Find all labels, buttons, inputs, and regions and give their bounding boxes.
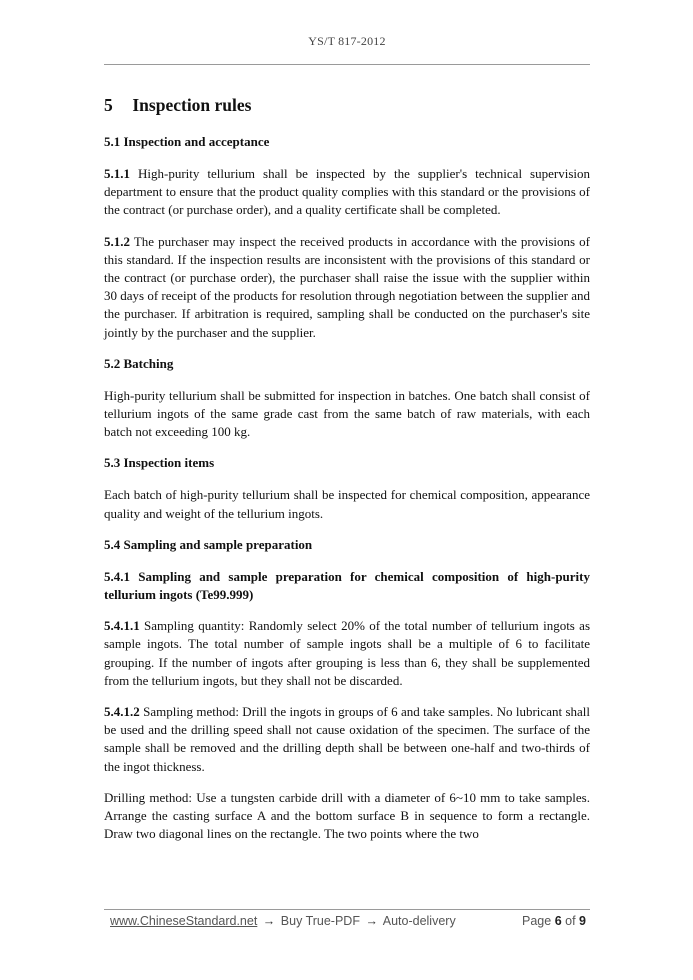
paragraph — [104, 789, 590, 844]
page-current: 6 — [554, 914, 562, 928]
section-number: 5 — [104, 95, 113, 115]
page-footer — [110, 914, 586, 930]
paragraph-text: Sampling method: Drill the ingots in groups of 6 and take samples. No lubricant shall be used and the drilling speed shall not cause oxidation of the specimen. The surface of the sample shall be removed and the drilling depth shall be between one-half and two-thirds of the ingot thickness. — [104, 704, 590, 774]
subsection-heading: 5.4.1 Sampling and sample preparation for chemical composition of high-purity tellurium ingots (Te99.999) — [104, 568, 590, 603]
paragraph — [104, 165, 590, 220]
subsection-heading: 5.1 Inspection and acceptance — [104, 134, 270, 149]
clause-number: 5.1.1 — [104, 166, 130, 181]
paragraph — [104, 387, 590, 442]
page-label: Page — [522, 914, 552, 928]
paragraph-text: The purchaser may inspect the received products in accordance with the provisions of this standard. If the inspection results are inconsistent with the provisions of this standard or the contract (or purchase order), the purchaser shall raise the issue with the supplier within 30 days of receipt of the products for resolution through negotiation between the supplier and the purchaser. If arbitration is required, sampling shall be conducted on the purchaser's site jointly by the purchaser and the supplier. — [104, 233, 590, 340]
paragraph — [104, 617, 590, 690]
header-doc-code: YS/T 817-2012 — [308, 34, 386, 48]
paragraph — [104, 486, 590, 522]
subsection-heading: 5.4 Sampling and sample preparation — [104, 536, 313, 552]
page-indicator — [522, 914, 586, 928]
clause-number: 5.4.1.2 — [104, 704, 140, 720]
paragraph — [104, 233, 590, 342]
section-title — [104, 93, 590, 117]
paragraph-text: High-purity tellurium shall be submitted for inspection in batches. One batch shall consist of tellurium ingots of the same grade cast from the same batch of raw materials, with each batch not exceeding 100 kg. — [104, 387, 590, 440]
buy-pdf-text: Buy True-PDF — [280, 914, 360, 928]
header-divider — [104, 64, 590, 65]
arrow-right-icon: → — [262, 914, 276, 928]
arrow-right-icon: → — [365, 914, 378, 928]
page-total: 9 — [579, 914, 586, 928]
section-title-text: Inspection rules — [132, 95, 252, 115]
paragraph-text: Drilling method: Use a tungsten carbide drill with a diameter of 6~10 mm to take samples. Arrange the casting surface A and the bottom surface B in sequence to form a rectangle. Draw two diagonal lines on the rectangle. The two points where the two — [104, 789, 590, 842]
footer-divider — [104, 909, 590, 910]
site-link[interactable]: www.ChineseStandard.net — [110, 914, 258, 928]
paragraph-text: Each batch of high-purity tellurium shall be inspected for chemical composition, appearance quality and weight of the tellurium ingots. — [104, 487, 590, 521]
paragraph — [104, 703, 590, 776]
subsection-heading: 5.2 Batching — [104, 355, 174, 371]
auto-delivery-text: Auto-delivery — [382, 914, 456, 928]
paragraph-text: Sampling quantity: Randomly select 20% of the total number of tellurium ingots as sample ingots. The total number of sample ingots shall be a multiple of 6 to facilitate grouping. If the number of ingots after grouping is less than 6, they shall be supplemented from the tellurium ingots, but they shall not be discarded. — [104, 618, 590, 688]
footer-links — [110, 914, 456, 928]
clause-number: 5.4.1.1 — [104, 618, 140, 634]
paragraph-text: High-purity tellurium shall be inspected by the supplier's technical supervision department to ensure that the product quality complies with this standard or the provisions of the contract (or purchase order), and a quality certificate shall be completed. — [104, 166, 590, 218]
document-body — [104, 93, 590, 856]
page-of: of — [565, 914, 576, 928]
subsection-heading: 5.3 Inspection items — [104, 455, 215, 471]
clause-number: 5.1.2 — [104, 233, 130, 249]
